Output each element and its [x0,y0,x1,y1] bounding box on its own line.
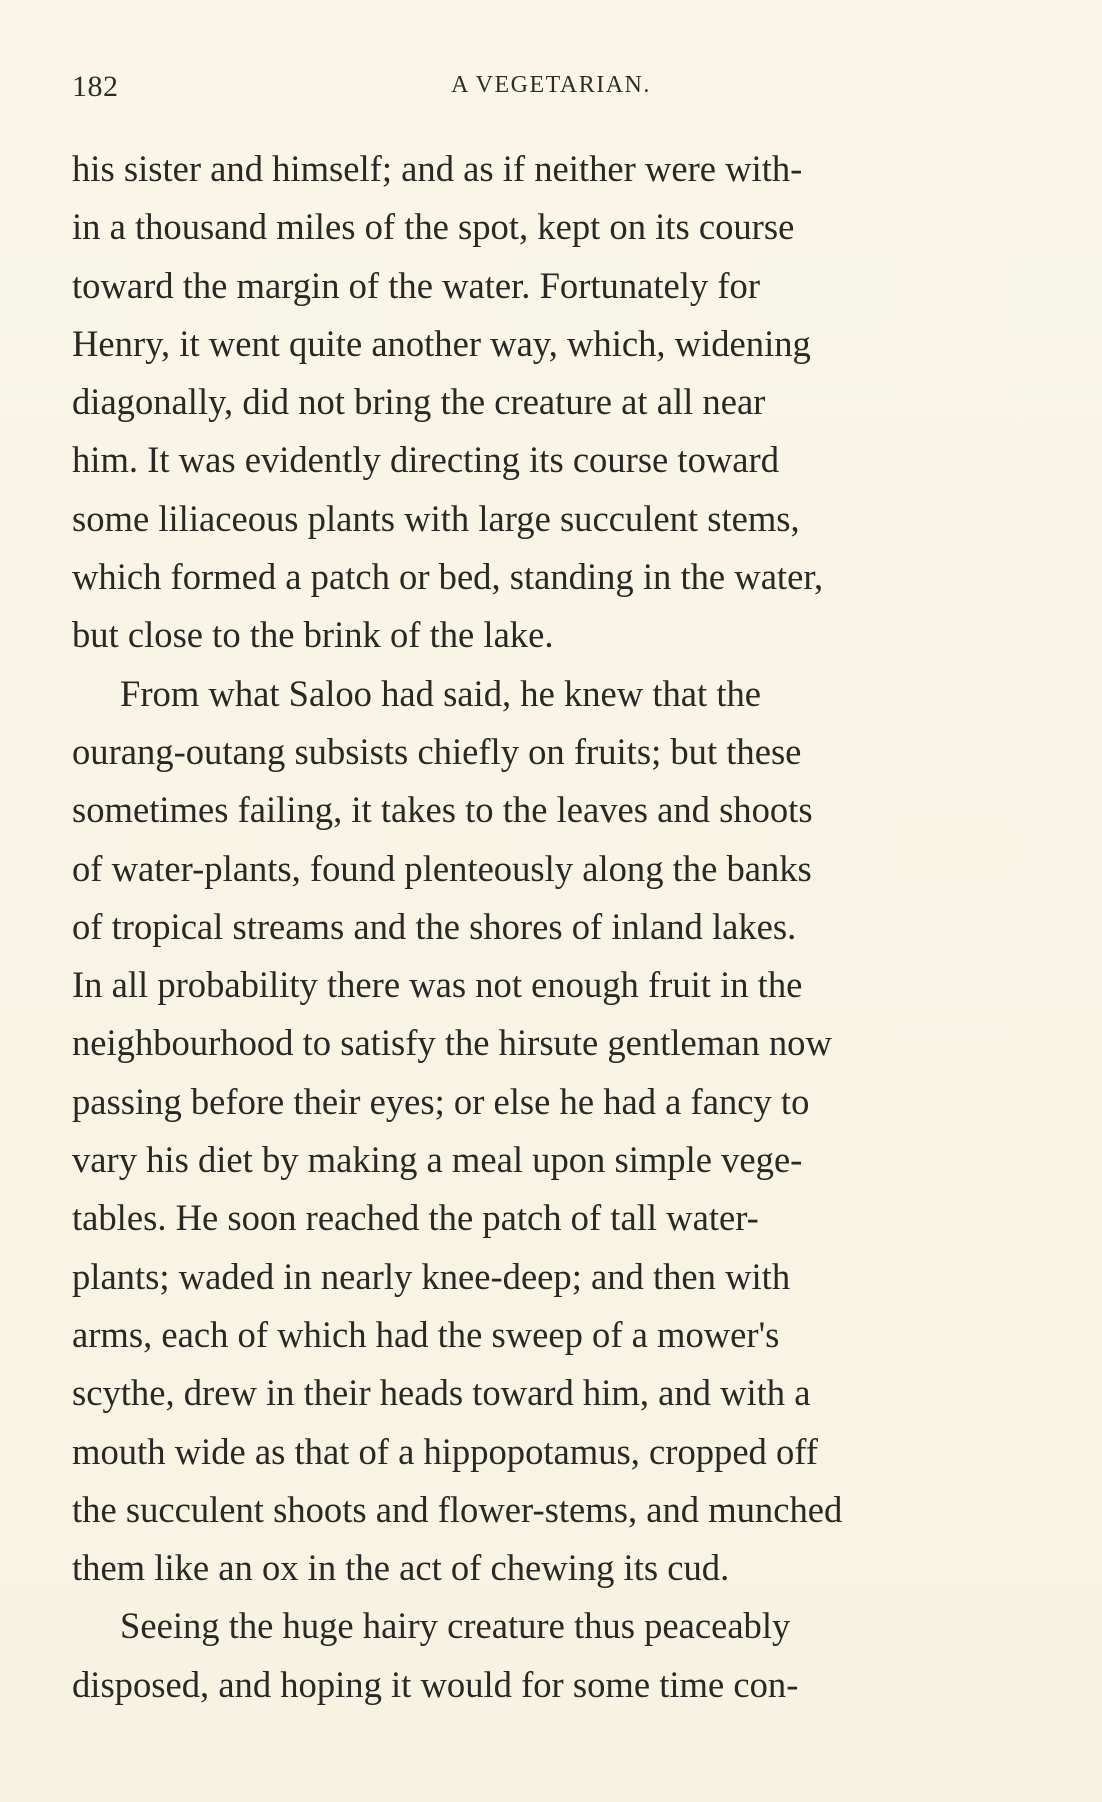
text-line: some liliaceous plants with large succulent stems, [72,497,800,539]
text-line: sometimes failing, it takes to the leaves and shoots [72,789,813,831]
text-line: ourang-outang subsists chiefly on fruits; but these [72,730,802,772]
text-line: vary his diet by making a meal upon simple vege- [72,1139,803,1181]
text-line: toward the margin of the water. Fortunately for [72,264,761,306]
paragraph-start-line: From what Saloo had said, he knew that the [120,672,762,714]
page-header [72,68,1030,108]
page-number: 182 [72,70,119,103]
text-line: Henry, it went quite another way, which, widening [72,322,811,364]
text-line: mouth wide as that of a hippopotamus, cropped off [72,1430,818,1472]
text-line: but close to the brink of the lake. [72,614,554,656]
text-line: plants; waded in nearly knee-deep; and then with [72,1255,791,1297]
running-head: A VEGETARIAN. [451,72,651,98]
text-line: his sister and himself; and as if neither were with- [72,148,803,189]
text-line: them like an ox in the act of chewing its cud. [72,1547,730,1589]
text-line: of water-plants, found plenteously along the banks [72,847,812,889]
text-line: which formed a patch or bed, standing in the water, [72,556,824,598]
text-line: disposed, and hoping it would for some time con- [72,1663,799,1705]
text-line: in a thousand miles of the spot, kept on its course [72,206,795,248]
text-line: arms, each of which had the sweep of a mower's [72,1313,780,1355]
text-line: In all probability there was not enough fruit in the [72,964,803,1006]
text-line: him. It was evidently directing its course toward [72,439,780,481]
text-line: the succulent shoots and flower-stems, and munched [72,1488,843,1530]
text-line: of tropical streams and the shores of inland lakes. [72,905,797,947]
text-line: diagonally, did not bring the creature at all near [72,381,766,423]
text-line: neighbourhood to satisfy the hirsute gentleman now [72,1022,832,1064]
paragraph-start-line: Seeing the huge hairy creature thus peaceably [120,1605,791,1647]
text-line: tables. He soon reached the patch of tall water- [72,1197,759,1239]
text-line: passing before their eyes; or else he had a fancy to [72,1080,810,1122]
text-line: scythe, drew in their heads toward him, and with a [72,1372,811,1414]
body-text [72,140,1052,1714]
